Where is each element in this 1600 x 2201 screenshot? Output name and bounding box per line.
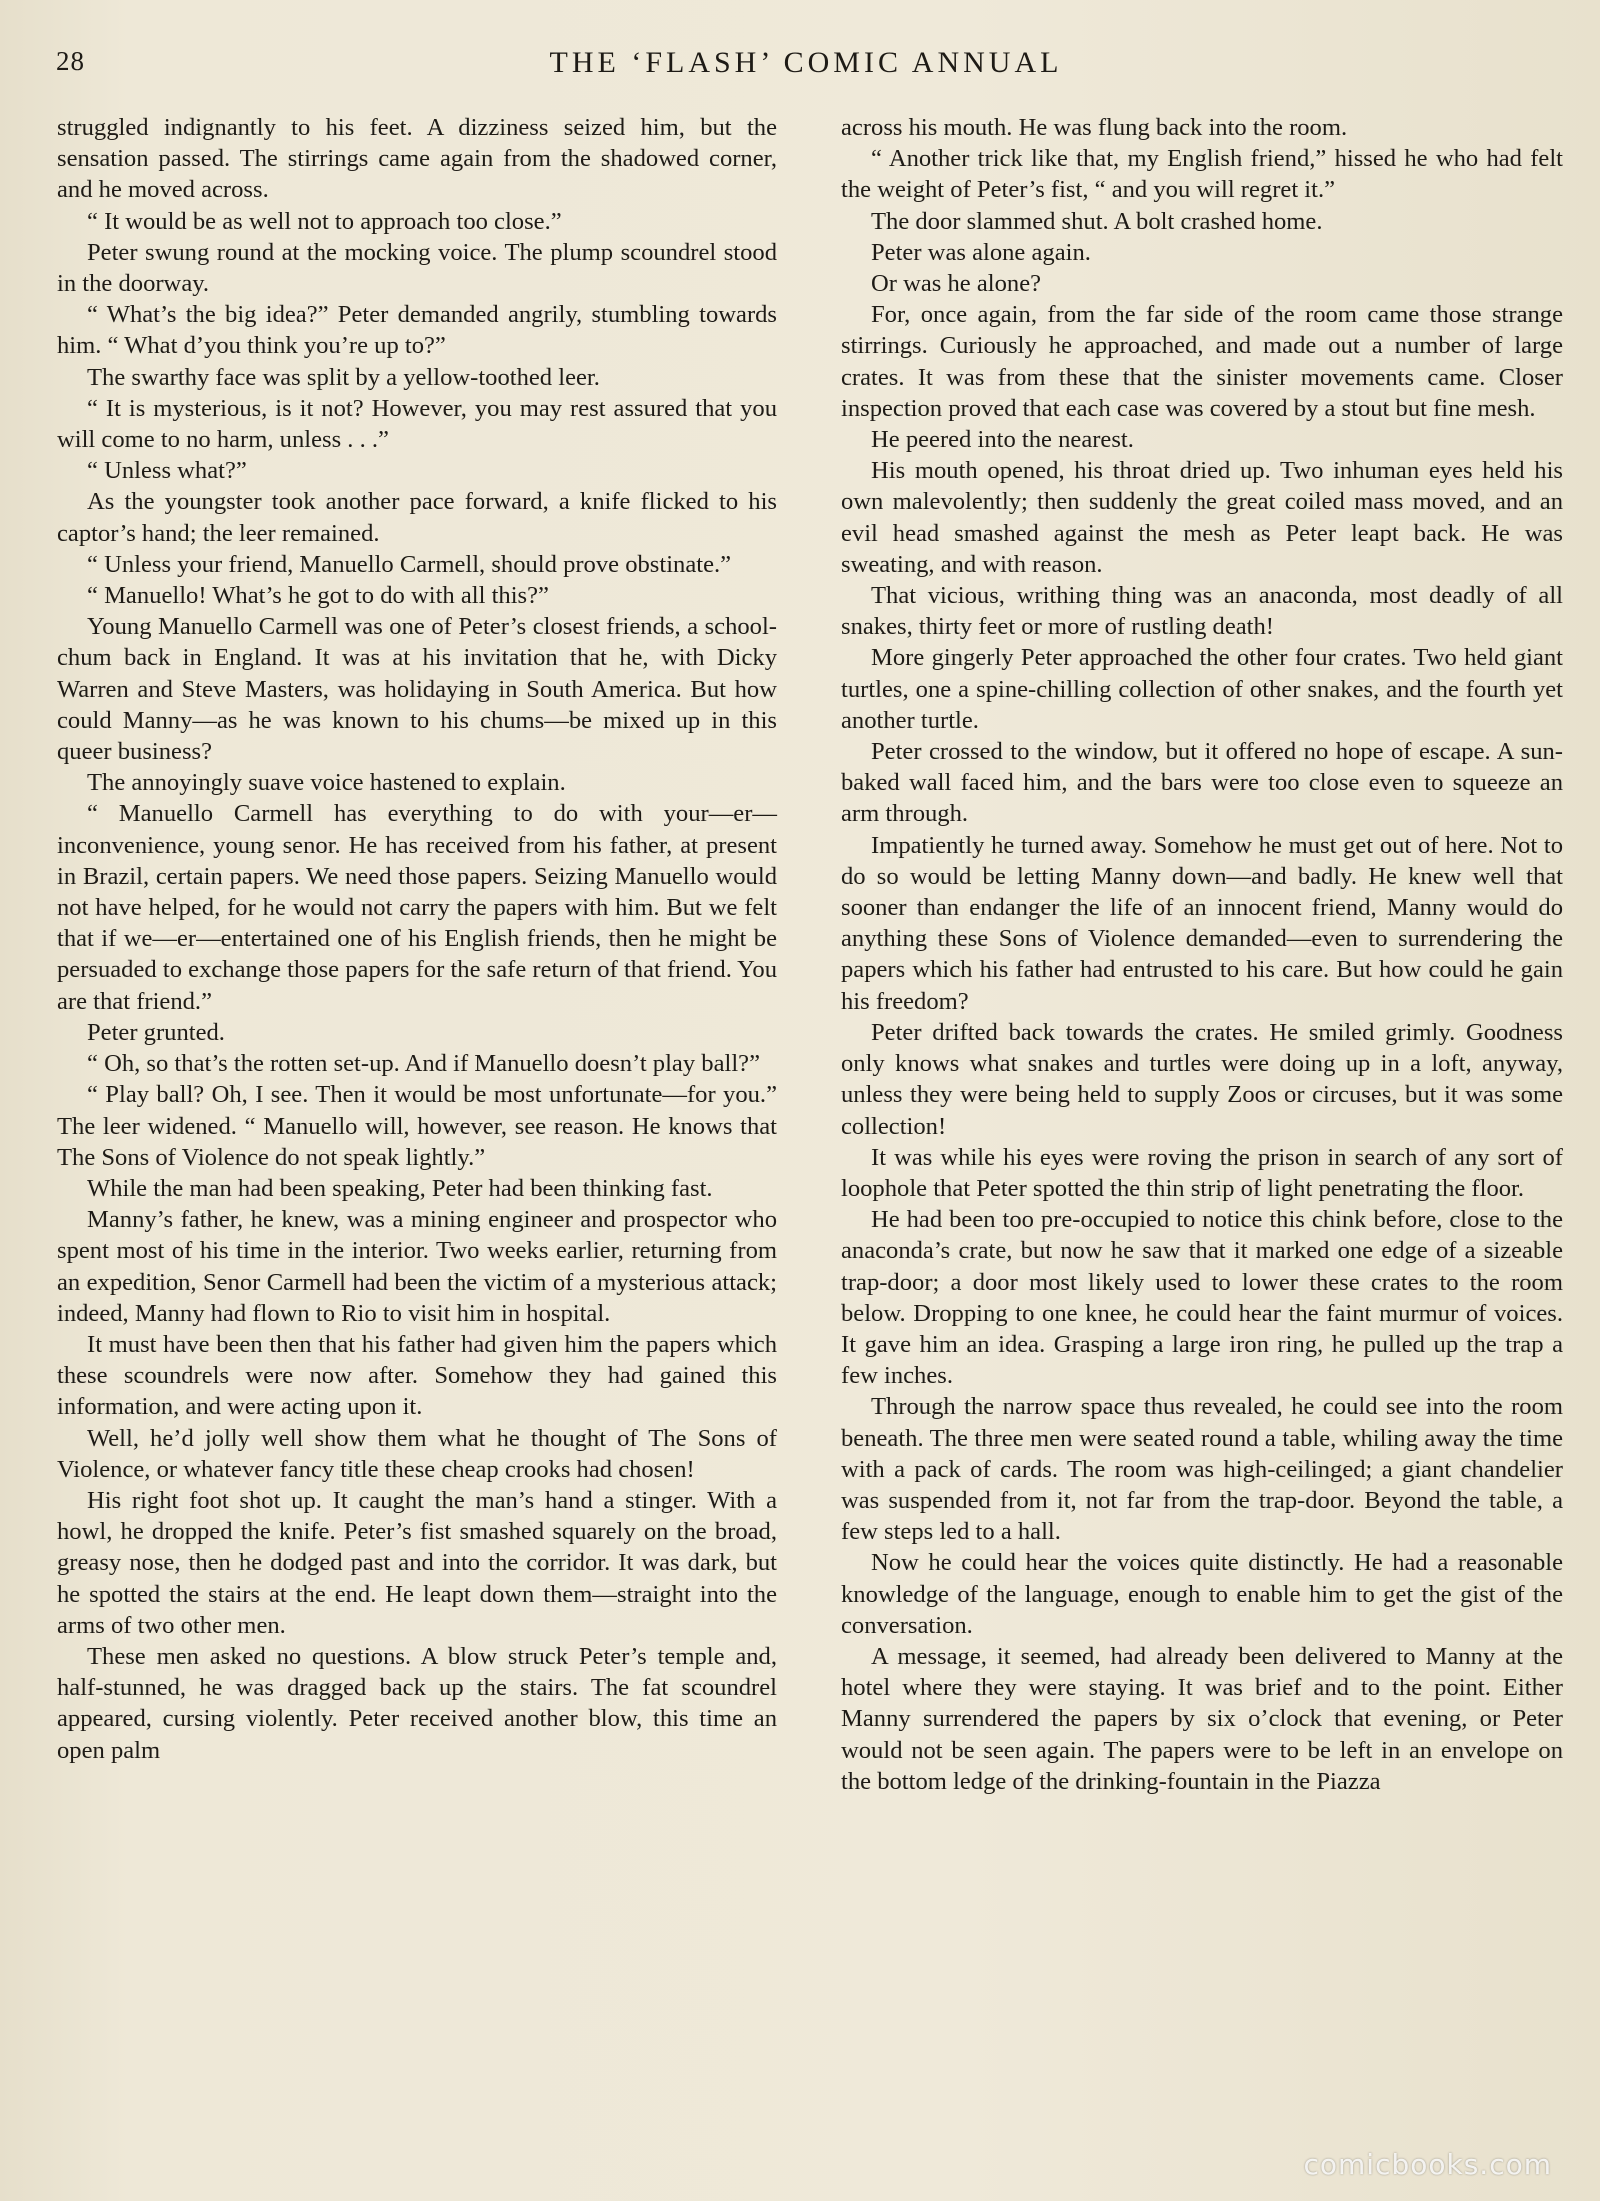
paragraph: “ Oh, so that’s the rotten set-up. And if Manuello doesn’t play ball?”: [87, 1050, 761, 1078]
paragraph: His mouth opened, his throat dried up. Two inhuman eyes held his own malevolently; then suddenly the great coiled mass moved, and an evil head smashed against the mesh as Peter leapt back. He was sweating, and with reason.: [841, 457, 1563, 578]
paragraph: Peter drifted back towards the crates. He smiled grimly. Goodness only knows what snakes and turtles were doing up in a loft, anyway, unless they were being held to supply Zoos or circuses, but it was some collection!: [841, 1018, 1563, 1140]
paragraph: Now he could hear the voices quite distinctly. He had a reasonable knowledge of the language, enough to enable him to get the gist of the conversation.: [841, 1549, 1563, 1639]
paragraph: Young Manuello Carmell was one of Peter’s closest friends, a school-chum back in England. It was at his invitation that he, with Dicky Warren and Steve Masters, was holidaying in South America. But how could Manny—as he was known to his chums—be mixed up in this queer business?: [57, 613, 777, 766]
paragraph: Peter crossed to the window, but it offered no hope of escape. A sun-baked wall faced him, and the bars were too close even to squeeze an arm through.: [841, 738, 1563, 828]
paragraph: The annoyingly suave voice hastened to explain.: [87, 769, 566, 797]
paragraph: It was while his eyes were roving the prison in search of any sort of loophole that Peter spotted the thin strip of light penetrating the floor.: [841, 1143, 1563, 1202]
paragraph: For, once again, from the far side of the room came those strange stirrings. Curiously he approached, and made out a number of large crates. It was from these that the sinister movements came. Closer inspection proved that each case was covered by a stout but fine mesh.: [841, 301, 1563, 422]
paragraph: His right foot shot up. It caught the man’s hand a stinger. With a howl, he dropped the knife. Peter’s fist smashed squarely on the broad, greasy nose, then he dodged past and into the corridor. It was dark, but he spotted the stairs at the end. He leapt down them—straight into the arms of two other men.: [57, 1486, 777, 1639]
paragraph: “ What’s the big idea?” Peter demanded angrily, stumbling towards him. “ What d’you think you’re up to?”: [57, 301, 777, 360]
paragraph: A message, it seemed, had already been delivered to Manny at the hotel where they were staying. It was brief and to the point. Either Manny surrendered the papers by six o’clock that evening, or Peter would not be seen again. The papers were to be left in an envelope on the bottom ledge of the drinking-fountain in the Piazza: [841, 1642, 1563, 1795]
paragraph: struggled indignantly to his feet. A dizziness seized him, but the sensation passed. The stirrings came again from the shadowed corner, and he moved across.: [57, 114, 777, 204]
paragraph: “ Manuello Carmell has everything to do with your—er—inconvenience, young senor. He has received from his father, at present in Brazil, certain papers. We need those papers. Seizing Manuello would not have helped, for he would not carry the papers with him. But we felt that if we—er—entertained one of his English friends, then he might be persuaded to exchange those papers for the safe return of that friend. You are that friend.”: [57, 800, 777, 1015]
paragraph: It must have been then that his father had given him the papers which these scoundrels were now after. Somehow they had gained this information, and were acting upon it.: [57, 1330, 777, 1421]
paragraph: Peter swung round at the mocking voice. The plump scoundrel stood in the doorway.: [57, 238, 777, 298]
paragraph: As the youngster took another pace forward, a knife flicked to his captor’s hand; the leer remained.: [57, 488, 777, 547]
paragraph: He peered into the nearest.: [871, 426, 1134, 454]
paragraph: Through the narrow space thus revealed, he could see into the room beneath. The three men were seated round a table, whiling away the time with a pack of cards. The room was high-ceilinged; a giant chandelier was suspended from it, not far from the trap-door. Beyond the table, a few steps led to a hall.: [841, 1393, 1563, 1546]
paragraph: These men asked no questions. A blow struck Peter’s temple and, half-stunned, he was dragged back up the stairs. The fat scoundrel appeared, cursing violently. Peter received another blow, this time an open palm: [57, 1642, 777, 1764]
paragraph: “ Unless what?”: [87, 457, 247, 485]
paragraph: “ It would be as well not to approach too close.”: [87, 207, 562, 235]
paragraph: He had been too pre-occupied to notice this chink before, close to the anaconda’s crate, but now he saw that it marked one edge of a sizeable trap-door; a door most likely used to lower these crates to the room below. Dropping to one knee, he could hear the faint murmur of voices. It gave him an idea. Grasping a large iron ring, he pulled up the trap a few inches.: [841, 1206, 1563, 1390]
running-title: THE ‘FLASH’ COMIC ANNUAL: [549, 46, 1063, 79]
left-column: [57, 112, 777, 1766]
paragraph: The door slammed shut. A bolt crashed home.: [871, 207, 1323, 235]
paragraph: Or was he alone?: [871, 270, 1042, 298]
page-number: 28: [56, 46, 85, 76]
paragraph: The swarthy face was split by a yellow-toothed leer.: [87, 363, 600, 391]
paragraph: Peter was alone again.: [871, 238, 1091, 266]
paragraph: More gingerly Peter approached the other four crates. Two held giant turtles, one a spine-chilling collection of other snakes, and the fourth yet another turtle.: [841, 644, 1563, 734]
watermark: comicbooks.com: [1303, 2148, 1552, 2181]
page-header: [56, 46, 1556, 90]
paragraph: That vicious, writhing thing was an anaconda, most deadly of all snakes, thirty feet or more of rustling death!: [841, 582, 1563, 641]
paragraph: “ Manuello! What’s he got to do with all this?”: [87, 582, 549, 610]
right-column: [841, 112, 1563, 1797]
paragraph: “ Play ball? Oh, I see. Then it would be most unfortunate—for you.” The leer widened. “ Manuello will, however, see reason. He knows that The Sons of Violence do not speak lightly.”: [57, 1081, 777, 1171]
paragraph: Impatiently he turned away. Somehow he must get out of here. Not to do so would be letting Manny down—and badly. He knew well that sooner than endanger the life of an innocent friend, Manny would do anything these Sons of Violence demanded—even to surrendering the papers which his father had entrusted to his care. But how could he gain his freedom?: [841, 831, 1563, 1015]
paragraph: Manny’s father, he knew, was a mining engineer and prospector who spent most of his time in the interior. Two weeks earlier, returning from an expedition, Senor Carmell had been the victim of a mysterious attack; indeed, Manny had flown to Rio to visit him in hospital.: [57, 1206, 777, 1327]
paragraph: “ Unless your friend, Manuello Carmell, should prove obstinate.”: [87, 550, 732, 578]
paragraph: “ It is mysterious, is it not? However, you may rest assured that you will come to no harm, unless . . .”: [57, 394, 777, 454]
paragraph: “ Another trick like that, my English friend,” hissed he who had felt the weight of Peter’s fist, “ and you will regret it.”: [841, 145, 1563, 204]
paragraph: Well, he’d jolly well show them what he thought of The Sons of Violence, or whatever fancy title these cheap crooks had chosen!: [57, 1424, 777, 1483]
paragraph: Peter grunted.: [87, 1018, 225, 1046]
paragraph: across his mouth. He was flung back into the room.: [841, 114, 1348, 141]
paragraph: While the man had been speaking, Peter had been thinking fast.: [87, 1174, 713, 1202]
